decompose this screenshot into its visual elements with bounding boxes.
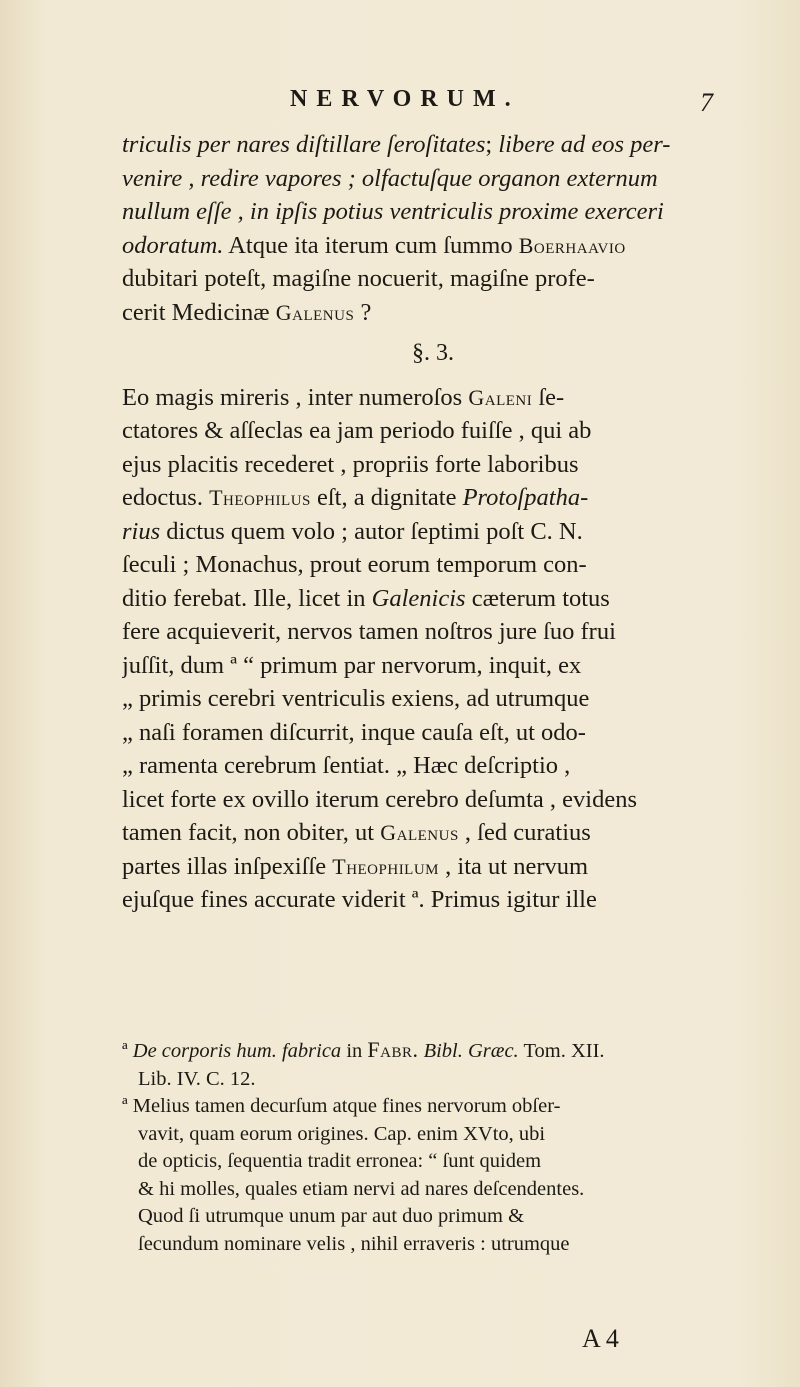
text-line [122, 850, 724, 884]
italic-text: De corporis hum. fabrica [132, 1040, 342, 1062]
author-name: Galeni [468, 384, 533, 410]
footnote-line: Lib. IV. C. 12. [138, 1067, 256, 1090]
text-run: cæterum totus [465, 584, 610, 612]
text-run: ſe- [532, 383, 565, 411]
text-line: „ ramenta cerebrum ſentiat. „ Hæc deſcriptio , [122, 752, 571, 779]
text-line [122, 582, 724, 616]
text-line: „ primis cerebri ventriculis exiens, ad utrumque [122, 685, 590, 712]
author-name: Galenus [380, 820, 459, 845]
running-head [0, 86, 800, 122]
main-text [122, 128, 724, 917]
text-run: Tom. XII. [518, 1040, 605, 1062]
author-name: Theophilus [209, 485, 311, 510]
text-line: „ naſi foramen diſcurrit, inque cauſa eſt, ut odo- [122, 718, 586, 746]
text-line [122, 296, 724, 330]
text-line [122, 515, 724, 549]
running-title: NERVORUM. [290, 86, 520, 112]
text-line: licet forte ex ovillo iterum cerebro deſumta , evidens [122, 785, 637, 813]
text-run: cerit Medicinæ [122, 298, 276, 326]
text-run: ; [485, 131, 499, 158]
text-line: venire , redire vapores ; olfactuſque organon externum [122, 164, 658, 192]
text-run: , ſed curatius [458, 819, 591, 846]
text-line [122, 381, 724, 415]
italic-text: libere ad eos per- [498, 131, 671, 158]
text-run: , ita ut nervum [439, 852, 589, 880]
footnotes [122, 1036, 724, 1258]
author-name: Theophilum [332, 853, 440, 879]
footnote-line: Quod ſi utrumque unum par aut duo primum & [138, 1205, 525, 1227]
author-name: Fabr. [367, 1037, 419, 1062]
text-line: dubitari poteſt, magiſne nocuerit, magiſne profe- [122, 265, 595, 292]
text-run: partes illas inſpexiſſe [122, 852, 333, 880]
text-line: fere acquieverit, nervos tamen noſtros jure ſuo frui [122, 618, 616, 645]
footnote-line [122, 1036, 724, 1066]
author-name: Galenus [275, 299, 355, 325]
footnote-line: & hi molles, quales etiam nervi ad nares deſcendentes. [138, 1177, 585, 1200]
text-line: ejuſque fines accurate viderit ª. Primus igitur ille [122, 886, 597, 913]
text-run: in [341, 1040, 368, 1062]
signature-mark: A 4 [582, 1324, 619, 1353]
text-line [122, 481, 724, 515]
text-run: ditio ferebat. Ille, licet in [122, 584, 372, 612]
footnote-line: de opticis, ſequentia tradit erronea: “ ſunt quidem [138, 1150, 542, 1172]
italic-text: odoratum. [122, 231, 224, 259]
section-heading: §. 3. [412, 340, 454, 366]
footnote-mark: ª [122, 1040, 133, 1062]
footnote-line: ª Melius tamen decurſum atque fines nervorum obſer- [122, 1095, 561, 1117]
author-name: Boerhaavio [518, 232, 626, 258]
italic-text: Bibl. Græc. [423, 1040, 519, 1062]
italic-text: Protoſpatha- [462, 484, 589, 511]
text-run: dictus quem volo ; autor ſeptimi poſt C. N. [160, 517, 583, 545]
footnote-line: vavit, quam eorum origines. Cap. enim XVto, ubi [138, 1122, 546, 1145]
text-line [122, 816, 724, 850]
italic-text: Galenicis [371, 584, 466, 612]
page-number: 7 [700, 88, 713, 117]
text-run: tamen facit, non obiter, ut [122, 819, 381, 846]
text-line: ejus placitis recederet , propriis forte laboribus [122, 450, 579, 478]
text-line [122, 229, 724, 263]
italic-text: triculis per nares diſtillare ſeroſitates [122, 131, 486, 158]
text-run: edoctus. [122, 484, 210, 511]
italic-text: rius [122, 517, 161, 545]
text-line: ſeculi ; Monachus, prout eorum temporum con- [122, 551, 587, 578]
text-line: nullum eſſe , in ipſis potius ventriculis proxime exerceri [122, 198, 664, 225]
text-run: Eo magis mireris , inter numeroſos [122, 383, 469, 411]
text-run: Atque ita iterum cum ſummo [223, 231, 519, 259]
text-line: juſſit, dum ª “ primum par nervorum, inquit, ex [122, 651, 582, 679]
text-run: eſt, a dignitate [310, 484, 463, 511]
footnote-line: ſecundum nominare velis , nihil erraveris : utrumque [138, 1232, 570, 1255]
text-line: ctatores & aſſeclas ea jam periodo fuiſſe , qui ab [122, 417, 592, 444]
text-run: ? [354, 298, 372, 326]
text-line [122, 128, 724, 162]
